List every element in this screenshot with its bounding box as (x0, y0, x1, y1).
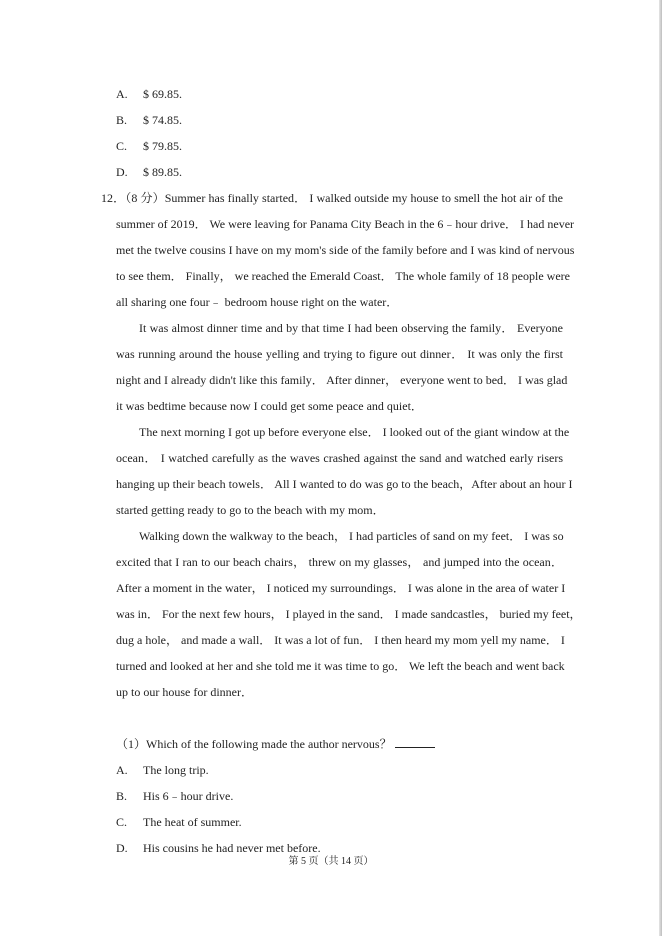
option-letter: B. (116, 789, 128, 803)
option-text: His cousins he had never met before. (143, 841, 321, 855)
passage-line: After a moment in the water， I noticed my surroundings． I was alone in the area of water I (116, 581, 566, 595)
passage-line: met the twelve cousins I have on my mom's side of the family before and I was kind of nervous (116, 243, 575, 257)
passage-line: dug a hole， and made a wall． It was a lot of fun． I then heard my mom yell my name． I (116, 633, 565, 647)
passage-line: night and I already didn't like this family． After dinner， everyone went to bed． I was glad (116, 373, 568, 387)
question-text: （1）Which of the following made the author nervous？ (116, 737, 392, 751)
option-text: The long trip. (143, 763, 209, 777)
question-option-c (116, 815, 242, 829)
passage-line: started getting ready to go to the beach with my mom． (116, 503, 385, 517)
option-letter: D. (116, 165, 128, 179)
option-letter: B. (116, 113, 128, 127)
answer-blank[interactable] (395, 737, 435, 748)
passage-line: The next morning I got up before everyone else． I looked out of the giant window at the (139, 425, 570, 439)
passage-line: up to our house for dinner． (116, 685, 253, 699)
passage-line: 12．（8 分）Summer has finally started． I walked outside my house to smell the hot air of the (101, 191, 563, 205)
passage-line: hanging up their beach towels． All I wanted to do was go to the beach，After about an hour I (116, 477, 573, 491)
question-option-d (116, 841, 321, 855)
option-letter: A. (116, 763, 128, 777)
passage-line: to see them． Finally， we reached the Emerald Coast． The whole family of 18 people were (116, 269, 570, 283)
option-text: $ 79.85. (143, 139, 182, 153)
option-d (116, 165, 182, 179)
question-option-b (116, 789, 233, 803)
passage-line: was in． For the next few hours， I played in the sand． I made sandcastles， buried my feet， (116, 607, 582, 621)
option-text: His 6﹣hour drive. (143, 789, 234, 803)
option-text: $ 74.85. (143, 113, 182, 127)
option-b (116, 113, 182, 127)
passage-line: Walking down the walkway to the beach， I had particles of sand on my feet． I was so (139, 529, 564, 543)
option-text: $ 69.85. (143, 87, 182, 101)
passage-line: excited that I ran to our beach chairs， threw on my glasses， and jumped into the ocean． (116, 555, 563, 569)
option-c (116, 139, 182, 153)
passage-line: ocean． I watched carefully as the waves crashed against the sand and watched early risers (116, 451, 563, 465)
option-a (116, 87, 182, 101)
passage-line: turned and looked at her and she told me it was time to go． We left the beach and went back (116, 659, 565, 673)
option-letter: D. (116, 841, 128, 855)
option-letter: C. (116, 139, 128, 153)
option-letter: C. (116, 815, 128, 829)
passage-line: It was almost dinner time and by that time I had been observing the family． Everyone (139, 321, 563, 335)
option-text: The heat of summer. (143, 815, 242, 829)
passage-line: all sharing one four﹣ bedroom house right on the water． (116, 295, 399, 309)
passage-line: it was bedtime because now I could get some peace and quiet． (116, 399, 423, 413)
page-footer: 第 5 页（共 14 页） (288, 856, 374, 867)
question-stem (116, 737, 435, 751)
passage-line: summer of 2019． We were leaving for Panama City Beach in the 6﹣hour drive． I had never (116, 217, 575, 231)
option-text: $ 89.85. (143, 165, 182, 179)
option-letter: A. (116, 87, 128, 101)
passage-line: was running around the house yelling and trying to figure out dinner． It was only the first (116, 347, 563, 361)
question-option-a (116, 763, 209, 777)
